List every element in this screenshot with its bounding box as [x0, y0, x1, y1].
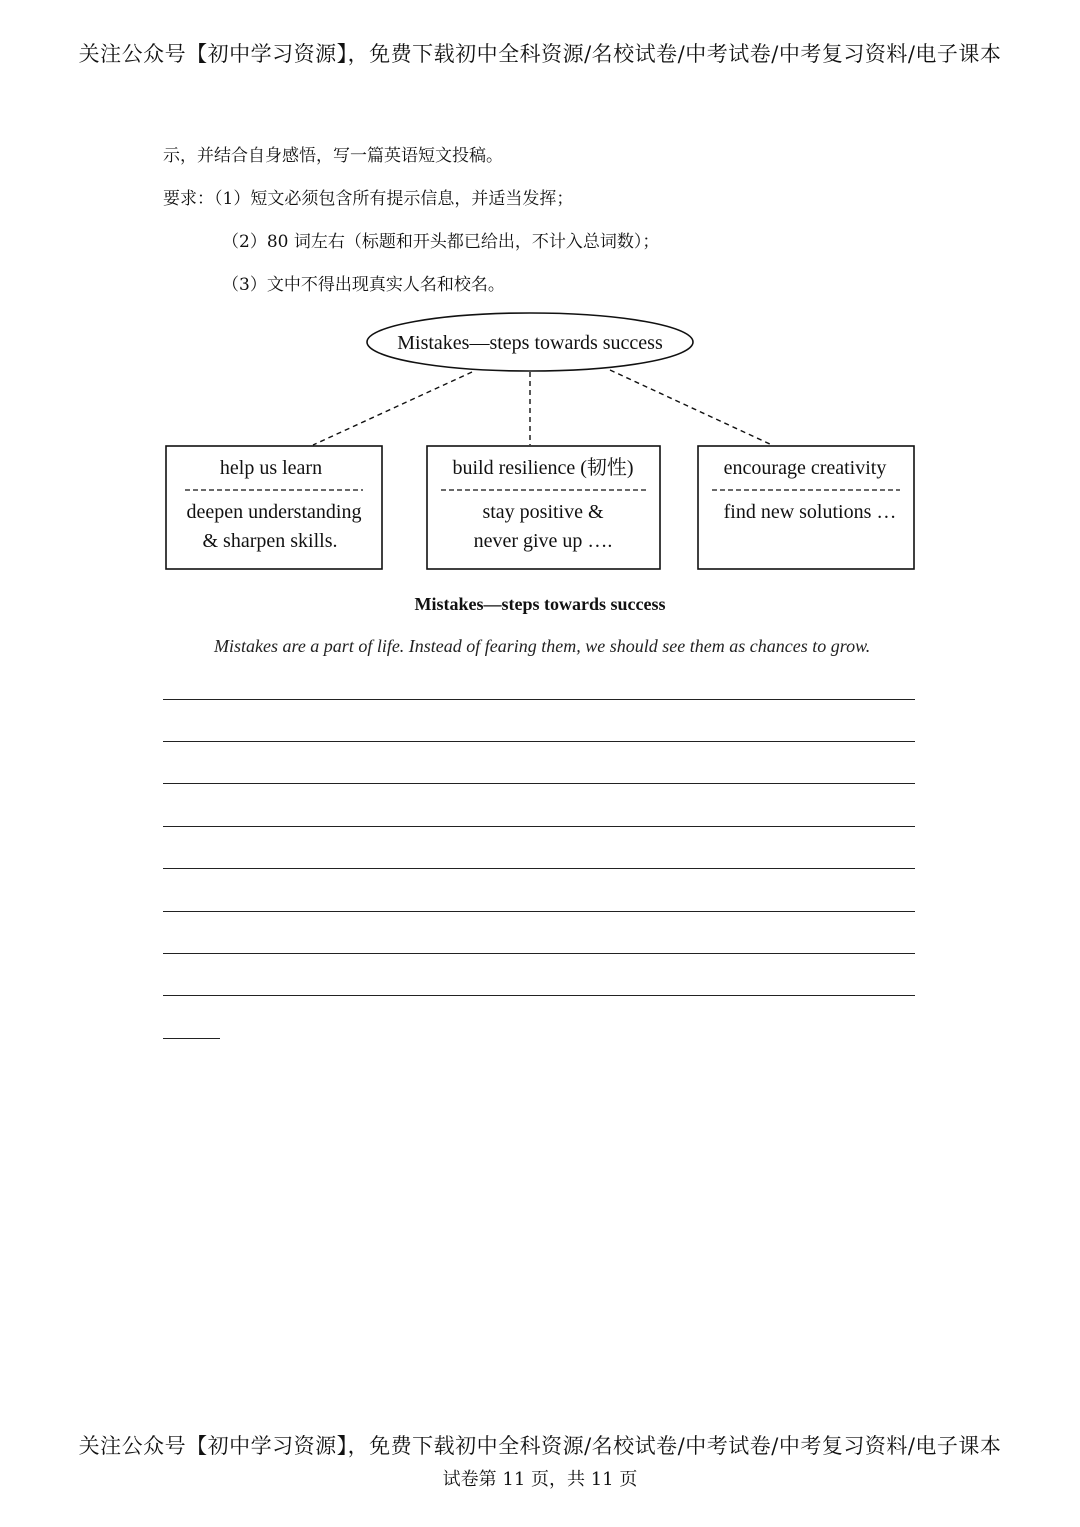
connector-right	[610, 370, 772, 445]
bottom-banner: 关注公众号【初中学习资源】，免费下载初中全科资源/名校试卷/中考试卷/中考复习资料/电子课本	[78, 1434, 1002, 1458]
writing-line[interactable]	[163, 995, 915, 996]
essay-opening-sentence: Mistakes are a part of life. Instead of fearing them, we should see them as chances to grow.	[214, 636, 871, 656]
box-1-line-2: & sharpen skills.	[202, 530, 338, 552]
writing-line[interactable]	[163, 953, 915, 954]
center-label: Mistakes—steps towards success	[397, 332, 663, 354]
mind-map-diagram	[0, 0, 1080, 620]
instruction-no-names: （3）文中不得出现真实人名和校名。	[222, 275, 505, 295]
connector-left	[313, 372, 472, 445]
box-2-line-2: never give up ….	[473, 530, 613, 552]
writing-line[interactable]	[163, 699, 915, 700]
box-1-title: help us learn	[219, 457, 323, 479]
instruction-line-1: 示，并结合自身感悟，写一篇英语短文投稿。	[163, 146, 503, 166]
writing-line[interactable]	[163, 826, 915, 827]
box-1-line-1: deepen understanding	[186, 501, 362, 523]
writing-line-end[interactable]	[163, 1038, 220, 1039]
page-number: 试卷第 11 页，共 11 页	[442, 1469, 638, 1490]
box-3-line-1: find new solutions …	[723, 501, 897, 523]
box-3-title: encourage creativity	[723, 457, 887, 479]
instruction-requirements: 要求：（1）短文必须包含所有提示信息，并适当发挥；	[163, 189, 574, 209]
essay-title: Mistakes—steps towards success	[414, 594, 666, 614]
instruction-word-count: （2）80 词左右（标题和开头都已给出，不计入总词数）；	[222, 232, 660, 252]
top-banner: 关注公众号【初中学习资源】，免费下载初中全科资源/名校试卷/中考试卷/中考复习资料/电子课本	[78, 42, 1002, 66]
writing-line[interactable]	[163, 741, 915, 742]
box-2-title: build resilience (韧性)	[452, 457, 634, 479]
writing-line[interactable]	[163, 911, 915, 912]
writing-line[interactable]	[163, 868, 915, 869]
box-2-line-1: stay positive &	[482, 501, 604, 523]
writing-line[interactable]	[163, 783, 915, 784]
